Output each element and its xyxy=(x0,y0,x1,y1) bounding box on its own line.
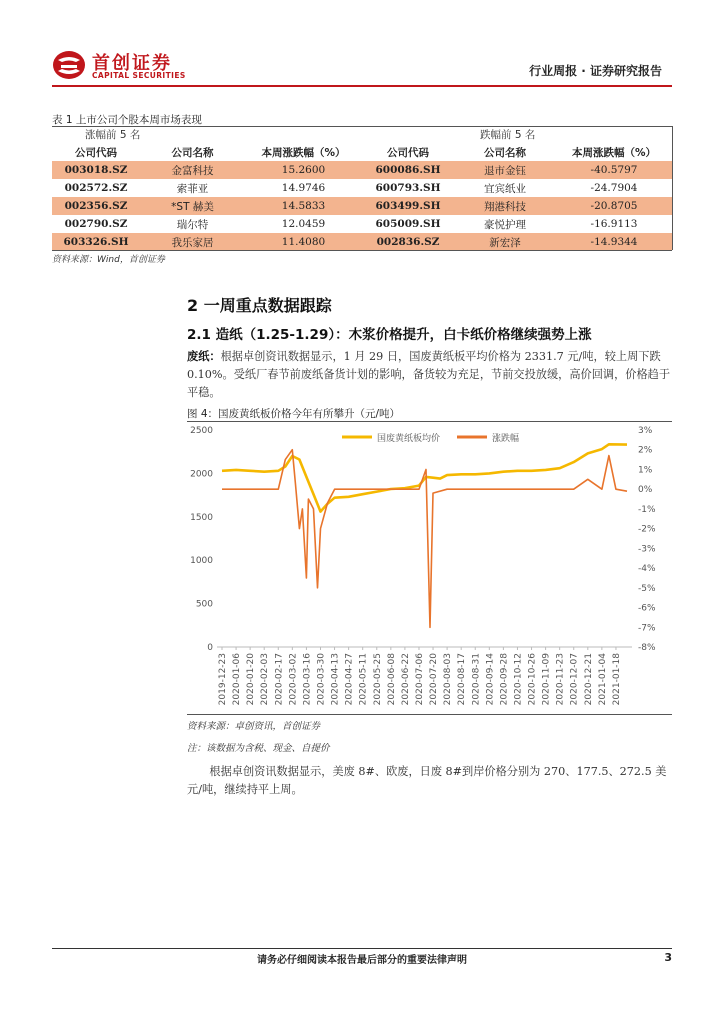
x-tick-label: 2021-01-18 xyxy=(611,653,622,706)
y-left-tick-label: 1000 xyxy=(190,556,213,567)
x-tick-label: 2020-06-22 xyxy=(400,653,411,706)
section-title: 2 一周重点数据跟踪 xyxy=(187,296,332,315)
chart-legend xyxy=(342,432,519,444)
figure-caption: 图 4：国废黄纸板价格今年有所攀升（元/吨） xyxy=(187,408,401,420)
loser-code: 002836.SZ xyxy=(362,233,454,251)
column-header: 本周涨跌幅（%） xyxy=(571,147,657,159)
table-row xyxy=(52,179,672,197)
gainer-change: 15.2600 xyxy=(245,161,362,179)
legend-label-change: 涨跌幅 xyxy=(492,434,520,444)
column-header: 公司代码 xyxy=(75,147,117,159)
column-header: 公司名称 xyxy=(484,147,526,159)
x-tick-label: 2020-02-03 xyxy=(260,653,271,706)
loser-code: 600086.SH xyxy=(362,161,454,179)
y-right-tick-label: -6% xyxy=(638,603,656,614)
x-tick-label: 2020-08-03 xyxy=(443,653,454,706)
brand-name-cn: 首创证券 xyxy=(92,53,172,74)
y-left-tick-label: 0 xyxy=(207,643,213,653)
stock-performance-table xyxy=(52,144,672,251)
table-row xyxy=(52,161,672,179)
y-right-tick-label: -4% xyxy=(638,564,656,575)
y-right-tick-label: -7% xyxy=(638,623,656,634)
paragraph-label: 废纸： xyxy=(187,350,221,363)
gainer-change: 14.5833 xyxy=(245,197,362,215)
y-right-tick-label: 2% xyxy=(638,445,653,456)
gainer-code: 002356.SZ xyxy=(52,197,140,215)
x-tick-label: 2020-05-25 xyxy=(372,653,383,706)
loser-name: 新宏泽 xyxy=(454,233,556,251)
column-header: 公司代码 xyxy=(387,147,429,159)
x-tick-label: 2020-07-20 xyxy=(429,653,440,706)
y-right-tick-label: -1% xyxy=(638,504,656,515)
x-tick-label: 2021-01-04 xyxy=(597,653,608,706)
footer-divider xyxy=(52,948,672,949)
avg-price-line xyxy=(222,444,627,511)
gainer-code: 603326.SH xyxy=(52,233,140,251)
change-line xyxy=(222,450,627,628)
chart-axes xyxy=(190,426,656,705)
table-header-row xyxy=(52,144,672,161)
gainer-code: 002572.SZ xyxy=(64,182,128,194)
gainer-name: 我乐家居 xyxy=(140,233,245,251)
price-line-chart xyxy=(187,422,672,714)
table-bottom-rule xyxy=(52,250,672,251)
gainer-code: 002790.SZ xyxy=(64,218,128,230)
loser-change: -20.8705 xyxy=(556,197,672,215)
loser-change: -40.5797 xyxy=(556,161,672,179)
loser-name: 宜宾纸业 xyxy=(484,182,526,195)
x-tick-label: 2020-03-02 xyxy=(288,653,299,706)
loser-name: 退市金钰 xyxy=(454,161,556,179)
footer-disclaimer: 请务必仔细阅读本报告最后部分的重要法律声明 xyxy=(257,955,467,966)
column-header: 公司名称 xyxy=(171,147,214,159)
brand-logo-icon xyxy=(52,50,86,80)
y-right-tick-label: 0% xyxy=(638,485,653,496)
x-tick-label: 2020-08-31 xyxy=(471,653,482,706)
table-caption: 表 1 上市公司个股本周市场表现 xyxy=(52,114,202,126)
x-tick-label: 2020-02-17 xyxy=(274,653,285,706)
y-right-tick-label: -5% xyxy=(638,583,656,594)
table-row xyxy=(52,197,672,215)
chart-series xyxy=(222,444,627,627)
y-left-tick-label: 2500 xyxy=(190,426,213,436)
table-row xyxy=(52,215,672,233)
paragraph-body: 根据卓创资讯数据显示，1 月 29 日，国废黄纸板平均价格为 2331.7 元/吨，较上周下跌 0.10%。受纸厂春节前废纸备货计划的影响，备货较为充足，节前交投放缓，高价回调，价格趋于平稳。 xyxy=(187,350,671,399)
loser-code: 600793.SH xyxy=(375,182,441,194)
x-tick-label: 2020-05-11 xyxy=(358,653,369,706)
y-right-tick-label: -8% xyxy=(638,643,656,653)
gainer-change: 14.9746 xyxy=(281,182,326,194)
figure-note: 注：该数据为含税、现金、自提价 xyxy=(187,743,330,754)
x-tick-label: 2019-12-23 xyxy=(218,653,228,706)
losers-title: 跌幅前 5 名 xyxy=(480,129,536,141)
paragraph-import-wastepaper: 根据卓创资讯数据显示，美废 8#、欧废，日废 8#到岸价格分别为 270、177.5、272.5 美元/吨，继续持平上周。 xyxy=(187,765,667,796)
x-tick-label: 2020-01-20 xyxy=(246,653,257,706)
gainer-name: 金富科技 xyxy=(140,161,245,179)
subsection-title: 2.1 造纸（1.25-1.29）：木浆价格提升，白卡纸价格继续强势上涨 xyxy=(187,327,592,343)
gainer-change: 12.0459 xyxy=(281,218,326,230)
x-tick-label: 2020-12-07 xyxy=(569,653,580,706)
y-right-tick-label: -2% xyxy=(638,524,656,535)
page-number: 3 xyxy=(664,951,672,964)
gainer-name: 瑞尔特 xyxy=(176,218,209,231)
x-tick-label: 2020-10-26 xyxy=(527,653,538,706)
x-tick-label: 2020-11-09 xyxy=(541,653,552,706)
legend-label-avg-price: 国废黄纸板均价 xyxy=(377,434,441,444)
x-tick-label: 2020-03-16 xyxy=(302,653,313,706)
table-source: 资料来源：Wind，首创证券 xyxy=(52,255,165,265)
x-tick-label: 2020-01-06 xyxy=(232,653,243,706)
header-divider xyxy=(52,85,672,87)
table-row xyxy=(52,233,672,251)
x-tick-label: 2020-03-30 xyxy=(316,653,327,706)
figure-bottom-rule xyxy=(187,714,672,715)
figure-source: 资料来源：卓创资讯，首创证券 xyxy=(187,721,321,732)
gainer-code: 003018.SZ xyxy=(52,161,140,179)
x-tick-label: 2020-06-08 xyxy=(386,653,397,706)
loser-change: -14.9344 xyxy=(556,233,672,251)
x-tick-label: 2020-09-28 xyxy=(499,653,510,706)
table-right-border xyxy=(672,126,673,250)
report-type: 行业周报 · 证券研究报告 xyxy=(529,64,662,78)
x-tick-label: 2020-09-14 xyxy=(485,653,496,706)
y-left-tick-label: 500 xyxy=(195,599,213,610)
x-tick-label: 2020-10-12 xyxy=(513,653,524,706)
gainer-name: *ST 赫美 xyxy=(140,197,245,215)
x-tick-label: 2020-11-23 xyxy=(555,653,566,706)
brand-name-en: CAPITAL SECURITIES xyxy=(92,71,186,80)
paragraph-wastepaper xyxy=(187,348,672,402)
table-top-rule xyxy=(52,126,672,127)
gainer-change: 11.4080 xyxy=(245,233,362,251)
y-right-tick-label: 1% xyxy=(638,465,653,476)
loser-code: 605009.SH xyxy=(375,218,441,230)
y-left-tick-label: 2000 xyxy=(190,469,213,480)
x-tick-label: 2020-08-17 xyxy=(457,653,468,706)
x-tick-label: 2020-12-21 xyxy=(583,653,594,706)
gainer-name: 索菲亚 xyxy=(176,182,209,195)
loser-change: -24.7904 xyxy=(590,182,638,194)
y-left-tick-label: 1500 xyxy=(190,512,213,523)
x-tick-label: 2020-04-13 xyxy=(330,653,341,706)
loser-change: -16.9113 xyxy=(590,218,638,230)
y-right-tick-label: 3% xyxy=(638,426,653,436)
loser-name: 翔港科技 xyxy=(454,197,556,215)
x-tick-label: 2020-04-27 xyxy=(344,653,355,706)
x-tick-label: 2020-07-06 xyxy=(414,653,425,706)
loser-name: 豪悦护理 xyxy=(484,218,526,231)
loser-code: 603499.SH xyxy=(362,197,454,215)
gainers-title: 涨幅前 5 名 xyxy=(85,129,141,141)
y-right-tick-label: -3% xyxy=(638,544,656,555)
column-header: 本周涨跌幅（%） xyxy=(261,147,346,159)
